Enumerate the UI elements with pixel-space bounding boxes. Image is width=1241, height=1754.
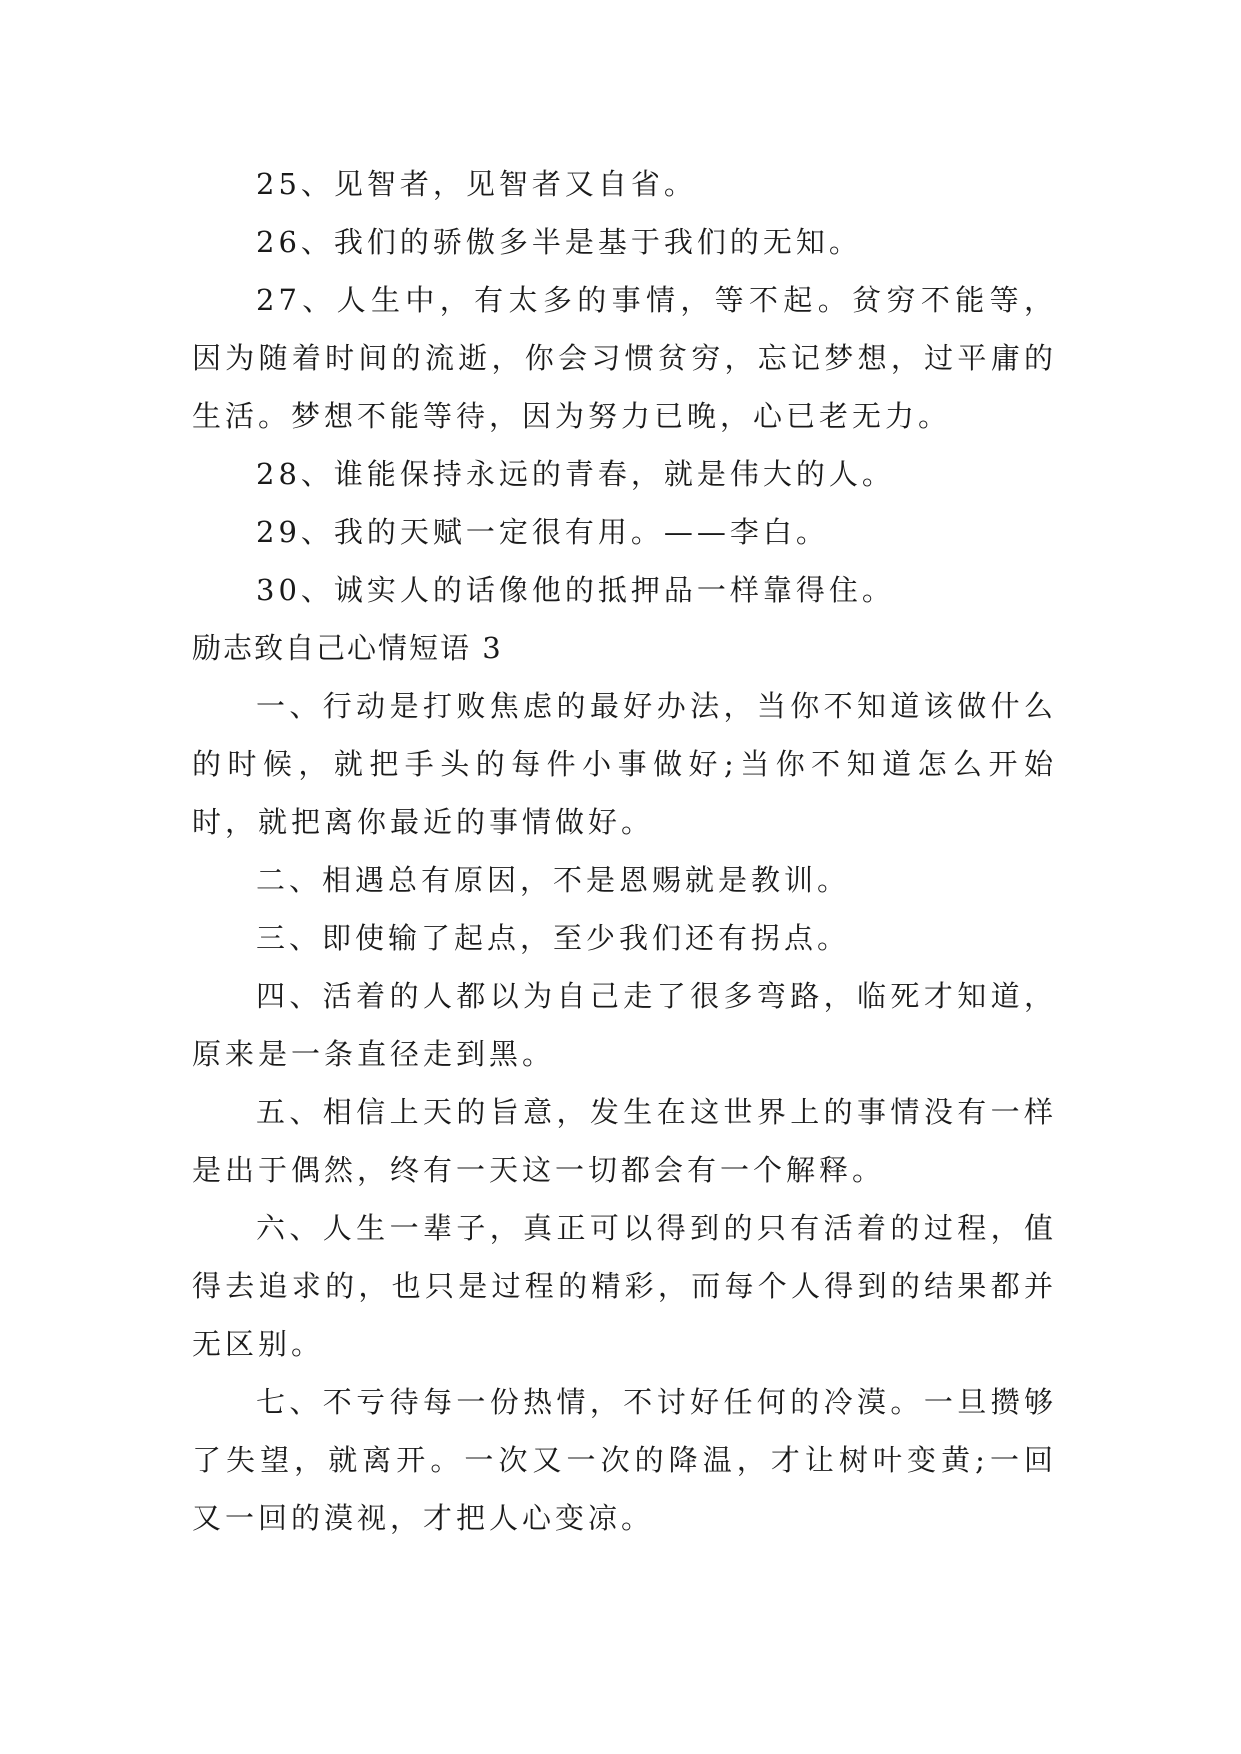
paragraph-26: 26、我们的骄傲多半是基于我们的无知。 xyxy=(256,225,862,259)
paragraph-four: 四、活着的人都以为自己走了很多弯路，临死才知道，原来是一条直径走到黑。 xyxy=(192,979,1057,1071)
paragraph-27: 27、人生中，有太多的事情，等不起。贫穷不能等，因为随着时间的流逝，你会习惯贫穷，忘记梦想，过平庸的生活。梦想不能等待，因为努力已晚，心已老无力。 xyxy=(192,283,1057,433)
paragraph-six: 六、人生一辈子，真正可以得到的只有活着的过程，值得去追求的，也只是过程的精彩，而每个人得到的结果都并无区别。 xyxy=(192,1211,1057,1361)
paragraph-one: 一、行动是打败焦虑的最好办法，当你不知道该做什么的时候，就把手头的每件小事做好;当你不知道怎么开始时，就把离你最近的事情做好。 xyxy=(192,689,1057,839)
paragraph-28: 28、谁能保持永远的青春，就是伟大的人。 xyxy=(256,457,895,491)
paragraph-two: 二、相遇总有原因，不是恩赐就是教训。 xyxy=(256,863,851,897)
paragraph-29: 29、我的天赋一定很有用。——李白。 xyxy=(256,515,829,549)
paragraph-seven: 七、不亏待每一份热情，不讨好任何的冷漠。一旦攒够了失望，就离开。一次又一次的降温，才让树叶变黄;一回又一回的漠视，才把人心变凉。 xyxy=(192,1385,1057,1535)
section-heading: 励志致自己心情短语 3 xyxy=(192,631,503,665)
document-body xyxy=(192,155,1057,1547)
paragraph-five: 五、相信上天的旨意，发生在这世界上的事情没有一样是出于偶然，终有一天这一切都会有一个解释。 xyxy=(192,1095,1057,1187)
paragraph-30: 30、诚实人的话像他的抵押品一样靠得住。 xyxy=(256,573,895,607)
paragraph-25: 25、见智者，见智者又自省。 xyxy=(256,167,697,201)
paragraph-three: 三、即使输了起点，至少我们还有拐点。 xyxy=(256,921,851,955)
